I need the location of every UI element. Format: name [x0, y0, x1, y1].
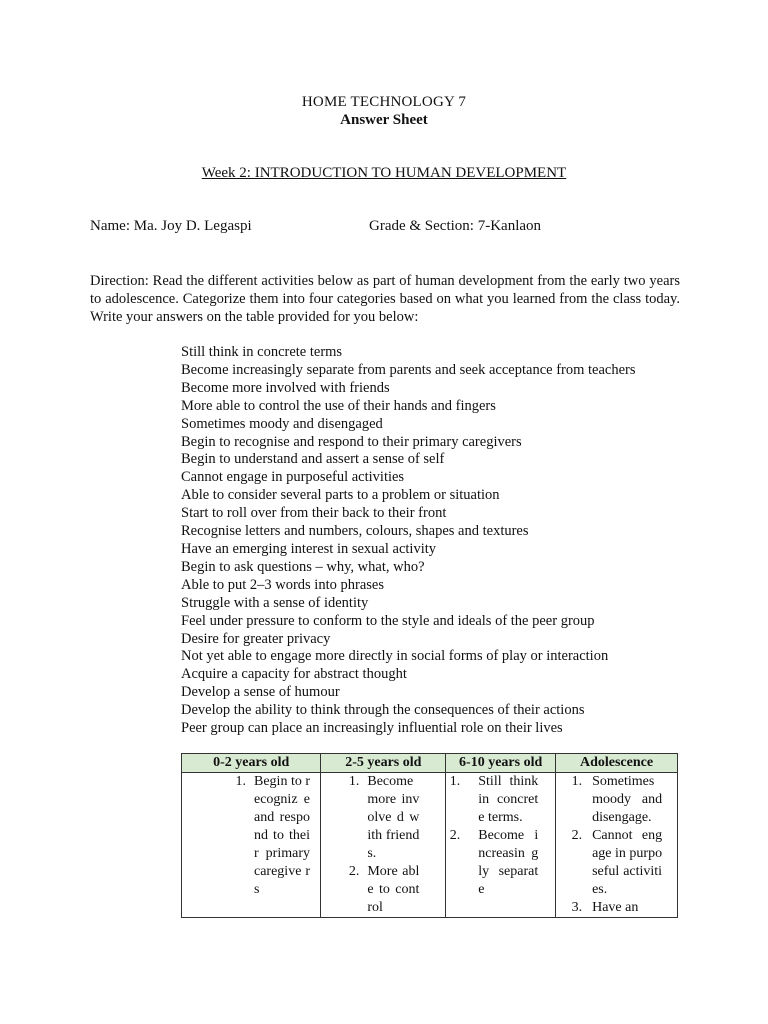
list-item: More able to control the use of their hands and fingers: [181, 397, 496, 414]
cell-list-adolescence: [556, 773, 677, 917]
item-text: Cannot engage in purposeful activities.: [592, 828, 663, 897]
header-adolescence: Adolescence: [556, 754, 678, 773]
list-item: Become increasingly separate from parents and seek acceptance from teachers: [181, 361, 636, 378]
list-item: Become more involved with friends: [181, 379, 390, 396]
cell-6-10: [446, 773, 556, 918]
item-number: 1.: [235, 774, 246, 789]
grade-section: Grade & Section: 7-Kanlaon: [369, 218, 542, 234]
list-item: Have an emerging interest in sexual activity: [181, 540, 437, 557]
list-item: [446, 773, 555, 827]
list-item: Develop a sense of humour: [181, 684, 340, 701]
student-info-row: [90, 218, 690, 235]
item-text: Become increasin gly separate: [478, 828, 539, 897]
cell-2-5: [321, 773, 446, 918]
item-number: 2.: [571, 828, 583, 843]
table-row: [182, 773, 678, 918]
item-number: 1.: [571, 774, 583, 789]
item-number: 2.: [449, 828, 461, 843]
header-6-10: 6-10 years old: [446, 754, 556, 773]
week-heading: Week 2: INTRODUCTION TO HUMAN DEVELOPMENT: [201, 165, 567, 181]
list-item: Able to put 2–3 words into phrases: [181, 576, 384, 593]
list-item: Still think in concrete terms: [181, 344, 343, 360]
header-2-5: 2-5 years old: [321, 754, 446, 773]
list-item: Begin to understand and assert a sense of self: [181, 451, 445, 468]
list-item: Recognise letters and numbers, colours, shapes and textures: [181, 523, 529, 540]
item-number: 2.: [348, 864, 360, 879]
category-table: [181, 753, 678, 918]
table-header-row: [182, 754, 678, 773]
list-item: Cannot engage in purposeful activities: [181, 469, 405, 486]
cell-adolescence: [556, 773, 678, 918]
item-number: 3.: [571, 900, 583, 915]
item-text: Begin to recogniz e and respond to their primary caregive rs: [254, 774, 310, 897]
direction-paragraph: Direction: Read the different activities below as part of human development from the early two years to adolescence. Categorize them into four categories based on what you learned from the class today. Write your answers on the table provided for you below:: [90, 273, 680, 325]
header-0-2: 0-2 years old: [182, 754, 321, 773]
list-item: Able to consider several parts to a problem or situation: [181, 487, 500, 504]
list-item: [556, 899, 677, 917]
list-item: Begin to ask questions – why, what, who?: [181, 558, 425, 575]
cell-list-6-10: [446, 773, 555, 899]
list-item: Begin to recognise and respond to their primary caregivers: [181, 433, 522, 450]
list-item: [182, 773, 320, 899]
cell-list-2-5: [321, 773, 445, 917]
list-item: [321, 863, 445, 917]
list-item: Start to roll over from their back to their front: [181, 505, 447, 522]
list-item: Sometimes moody and disengaged: [181, 415, 383, 432]
list-item: [321, 773, 445, 863]
item-text: Still think in concrete terms.: [478, 774, 539, 825]
list-item: Peer group can place an increasingly influential role on their lives: [181, 720, 563, 737]
item-number: 1.: [348, 774, 360, 789]
item-number: 1.: [449, 774, 461, 789]
list-item: Not yet able to engage more directly in social forms of play or interaction: [181, 648, 609, 665]
cell-list-0-2: [182, 773, 320, 899]
item-text: Become more involve d with friends.: [367, 774, 420, 861]
item-text: More able to control: [367, 864, 420, 915]
list-item: [556, 827, 677, 899]
list-item: Struggle with a sense of identity: [181, 594, 369, 611]
document-subtitle: Answer Sheet: [340, 112, 428, 128]
document-title: HOME TECHNOLOGY 7: [301, 94, 467, 110]
student-name: Name: Ma. Joy D. Legaspi: [90, 218, 252, 234]
list-item: [446, 827, 555, 899]
item-text: Sometimes moody and disengage.: [592, 774, 663, 825]
item-text: Have an: [592, 900, 639, 915]
list-item: Desire for greater privacy: [181, 630, 331, 647]
list-item: Acquire a capacity for abstract thought: [181, 666, 407, 683]
activities-list: [181, 344, 701, 738]
cell-0-2: [182, 773, 321, 918]
list-item: Develop the ability to think through the consequences of their actions: [181, 702, 585, 719]
list-item: Feel under pressure to conform to the style and ideals of the peer group: [181, 612, 595, 629]
list-item: [556, 773, 677, 827]
